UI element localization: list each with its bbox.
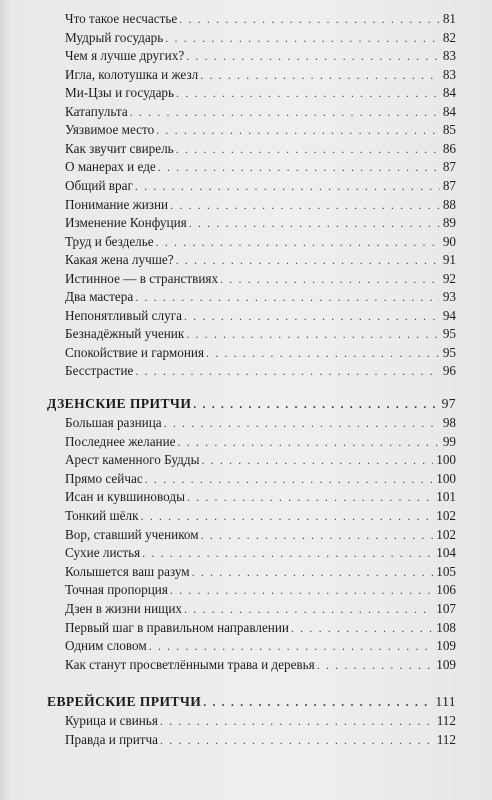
toc-title: Курица и свинья: [65, 713, 158, 728]
toc-page-number: 96: [442, 363, 456, 378]
toc-title: Арест каменного Будды: [65, 452, 200, 467]
toc-title: Истинное — в странствиях: [65, 271, 219, 286]
dot-leader: [135, 288, 440, 306]
toc-entry: [65, 325, 456, 343]
toc-title: Безнадёжный ученик: [65, 326, 185, 341]
dot-leader: [135, 362, 439, 380]
toc-page-number: 93: [442, 289, 456, 304]
toc-page-number: 87: [442, 159, 456, 174]
toc-title: Как звучит свирель: [65, 141, 174, 156]
dot-leader: [176, 251, 440, 269]
toc-title: Понимание жизни: [65, 197, 169, 212]
toc-entry: [65, 656, 456, 674]
toc-entry: [65, 307, 456, 325]
toc-entry: [65, 619, 456, 637]
toc-title: Общий враг: [65, 178, 133, 193]
toc-page-number: 85: [442, 122, 456, 137]
toc-entry: [65, 414, 456, 432]
toc-page-number: 108: [436, 620, 456, 635]
dot-leader: [160, 731, 434, 749]
toc-page-number: 100: [436, 452, 456, 467]
toc-page-number: 106: [436, 582, 456, 597]
toc-page-number: 102: [436, 527, 456, 542]
toc-title: Колышется ваш разум: [65, 564, 190, 579]
dot-leader: [187, 488, 433, 506]
toc-entry: [65, 158, 456, 176]
toc-title: Труд и безделье: [65, 234, 154, 249]
toc-page-number: 94: [442, 308, 456, 323]
dot-leader: [149, 637, 434, 655]
toc-page-number: 100: [436, 471, 456, 486]
toc-page-number: 87: [442, 178, 456, 193]
toc-entry: [65, 233, 456, 251]
dot-leader: [158, 158, 440, 176]
toc-page-number: 104: [436, 545, 456, 560]
toc-title: Прямо сейчас: [65, 471, 143, 486]
toc-entry: [65, 196, 456, 214]
dot-leader: [186, 325, 440, 343]
toc-entry: [65, 84, 456, 102]
toc-page-number: 107: [436, 601, 456, 616]
toc-page-number: 83: [442, 48, 456, 63]
dot-leader: [201, 526, 434, 544]
toc-page-number: 84: [442, 85, 456, 100]
dot-leader: [200, 66, 440, 84]
toc-page-number: 81: [442, 11, 456, 26]
toc-page-number: 109: [436, 638, 456, 653]
dot-leader: [184, 600, 433, 618]
toc-page-number: 83: [442, 67, 456, 82]
toc-page-number: 92: [442, 271, 456, 286]
dot-leader: [176, 140, 440, 158]
toc-title: Тонкий шёлк: [65, 508, 139, 523]
toc-page-number: 102: [436, 508, 456, 523]
dot-leader: [135, 177, 440, 195]
dot-leader: [160, 712, 434, 730]
toc-section-heading: [47, 395, 456, 413]
toc-page-number: 112: [436, 732, 456, 747]
toc-title: Правда и притча: [65, 732, 159, 747]
toc-title: Непонятливый слуга: [65, 308, 182, 323]
toc-title: Одним словом: [65, 638, 147, 653]
toc-entry: [65, 507, 456, 525]
dot-leader: [170, 581, 433, 599]
toc-entry: [65, 270, 456, 288]
toc-page-number: 89: [442, 215, 456, 230]
toc-title: Какая жена лучше?: [65, 252, 174, 267]
dot-leader: [201, 451, 433, 469]
toc-title: Точная пропорция: [65, 582, 168, 597]
toc-entry: [65, 103, 456, 121]
toc-page-number: 97: [441, 396, 456, 411]
toc-title: О манерах и еде: [65, 159, 156, 174]
toc-page-number: 105: [436, 564, 456, 579]
dot-leader: [179, 10, 440, 28]
dot-leader: [192, 563, 434, 581]
toc-title: Ми-Цзы и государь: [65, 85, 175, 100]
toc-page-number: 95: [442, 326, 456, 341]
toc-title: Вор, ставший учеником: [65, 527, 199, 542]
toc-page-number: 98: [442, 415, 456, 430]
dot-leader: [178, 433, 440, 451]
dot-leader: [176, 84, 440, 102]
toc-title: Мудрый государь: [65, 30, 164, 45]
dot-leader: [130, 103, 440, 121]
toc-entry: [65, 140, 456, 158]
toc-title: Изменение Конфуция: [65, 215, 187, 230]
toc-title: Спокойствие и гармония: [65, 345, 205, 360]
toc-entry: [65, 362, 456, 380]
toc-page-number: 112: [436, 713, 456, 728]
dot-leader: [184, 307, 440, 325]
dot-leader: [206, 344, 440, 362]
toc-title: Сухие листья: [65, 545, 141, 560]
toc-title: ЕВРЕЙСКИЕ ПРИТЧИ: [47, 694, 202, 709]
toc-title: Дзен в жизни нищих: [65, 601, 182, 616]
dot-leader: [220, 270, 440, 288]
dot-leader: [141, 507, 434, 525]
toc-title: Первый шаг в правильном направлении: [65, 620, 289, 635]
toc-entry: [65, 10, 456, 28]
toc-title: Чем я лучше других?: [65, 48, 185, 63]
toc-title: Что такое несчастье: [65, 11, 178, 26]
toc-title: ДЗЕНСКИЕ ПРИТЧИ: [47, 396, 192, 411]
toc-entry: [65, 470, 456, 488]
toc-entry: [65, 47, 456, 65]
toc-title: Катапульта: [65, 104, 128, 119]
toc-page-number: 101: [436, 489, 456, 504]
toc-entry: [65, 66, 456, 84]
toc-entry: [65, 581, 456, 599]
toc-entry: [65, 214, 456, 232]
toc-page-number: 111: [435, 694, 456, 709]
dot-leader: [193, 395, 438, 413]
toc-title: Как станут просветлёнными трава и деревья: [65, 657, 315, 672]
dot-leader: [164, 414, 440, 432]
toc-entry: [65, 121, 456, 139]
toc-title: Игла, колотушка и жезл: [65, 67, 199, 82]
dot-leader: [165, 29, 440, 47]
toc-page-number: 99: [442, 434, 456, 449]
toc-page-number: 86: [442, 141, 456, 156]
dot-leader: [186, 47, 440, 65]
toc-entry: [65, 488, 456, 506]
toc-entry: [65, 544, 456, 562]
toc-entry: [65, 29, 456, 47]
dot-leader: [291, 619, 433, 637]
dot-leader: [145, 470, 434, 488]
toc-title: Исан и кувшиноводы: [65, 489, 185, 504]
toc-page-number: 109: [436, 657, 456, 672]
toc-entry: [65, 731, 456, 749]
dot-leader: [156, 121, 440, 139]
toc-entry: [65, 600, 456, 618]
dot-leader: [203, 693, 432, 711]
toc-page-number: 82: [442, 30, 456, 45]
toc-page-number: 90: [442, 234, 456, 249]
toc-title: Большая разница: [65, 415, 162, 430]
toc-section-heading: [47, 693, 456, 711]
dot-leader: [142, 544, 433, 562]
toc-entry: [65, 177, 456, 195]
toc-entry: [65, 712, 456, 730]
toc-page-number: 91: [442, 252, 456, 267]
toc-entry: [65, 251, 456, 269]
toc-title: Последнее желание: [65, 434, 176, 449]
toc-page-number: 84: [442, 104, 456, 119]
toc-entry: [65, 288, 456, 306]
toc-entry: [65, 563, 456, 581]
toc-title: Уязвимое место: [65, 122, 155, 137]
toc-entry: [65, 451, 456, 469]
toc-page-number: 95: [442, 345, 456, 360]
toc-entry: [65, 637, 456, 655]
dot-leader: [156, 233, 440, 251]
toc-entry: [65, 433, 456, 451]
toc-title: Бесстрастие: [65, 363, 134, 378]
toc-entry: [65, 344, 456, 362]
toc-title: Два мастера: [65, 289, 134, 304]
dot-leader: [170, 196, 440, 214]
toc-page-number: 88: [442, 197, 456, 212]
dot-leader: [189, 214, 440, 232]
toc-entry: [65, 526, 456, 544]
dot-leader: [317, 656, 433, 674]
